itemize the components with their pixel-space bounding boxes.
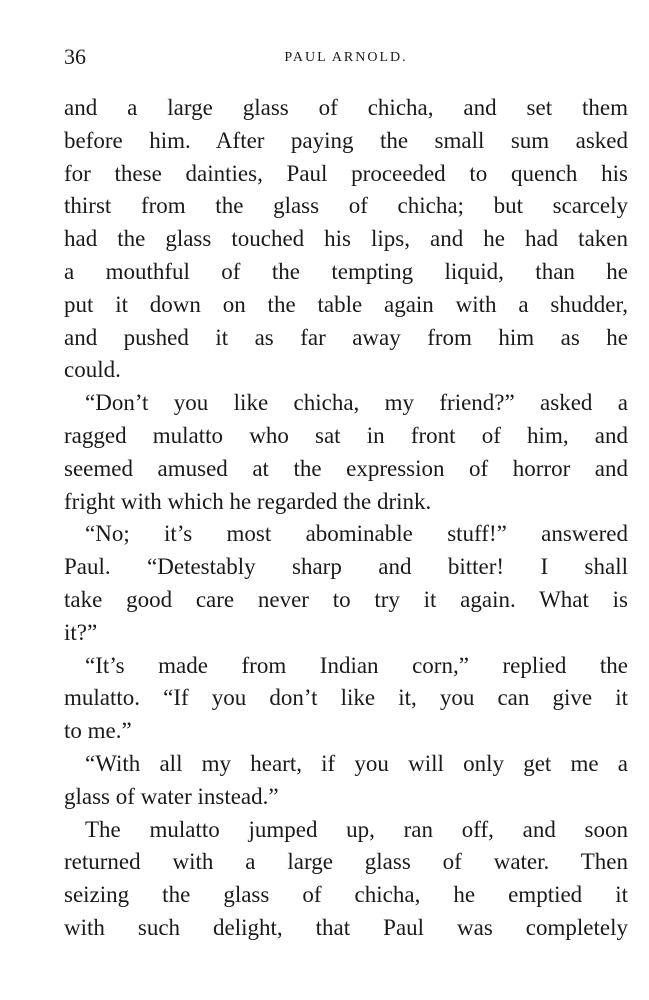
text-line: could. xyxy=(64,357,121,383)
text-line: seemed amused at the expression of horror and xyxy=(64,455,628,481)
text-line: “With all my heart, if you will only get me a xyxy=(85,750,628,776)
text-line: before him. After paying the small sum asked xyxy=(64,127,628,153)
text-line: it?” xyxy=(64,619,98,645)
text-line: take good care never to try it again. What is xyxy=(64,586,628,612)
text-line: The mulatto jumped up, ran off, and soon xyxy=(85,816,628,842)
text-line: seizing the glass of chicha, he emptied it xyxy=(64,882,628,908)
text-line: had the glass touched his lips, and he had taken xyxy=(64,226,628,252)
text-line: thirst from the glass of chicha; but scarcely xyxy=(64,193,628,219)
text-line: fright with which he regarded the drink. xyxy=(64,488,432,514)
text-line: with such delight, that Paul was completely xyxy=(64,914,628,940)
text-line: returned with a large glass of water. Then xyxy=(64,849,628,875)
text-line: ragged mulatto who sat in front of him, and xyxy=(64,422,628,448)
text-line: a mouthful of the tempting liquid, than he xyxy=(64,258,628,284)
running-head: PAUL ARNOLD. xyxy=(284,50,408,65)
page-header xyxy=(64,44,628,76)
text-line: to me.” xyxy=(64,718,132,744)
text-line: glass of water instead.” xyxy=(64,783,279,809)
text-line: “Don’t you like chicha, my friend?” asked a xyxy=(85,390,628,416)
page-number: 36 xyxy=(64,44,86,69)
text-line: “No; it’s most abominable stuff!” answered xyxy=(85,521,628,547)
text-line: Paul. “Detestably sharp and bitter! I shall xyxy=(64,554,628,580)
text-line: put it down on the table again with a shudder, xyxy=(64,291,628,317)
text-line: and a large glass of chicha, and set them xyxy=(64,95,628,120)
text-line: and pushed it as far away from him as he xyxy=(64,324,628,350)
body-text xyxy=(64,92,628,945)
text-line: for these dainties, Paul proceeded to quench his xyxy=(64,160,628,186)
text-line: mulatto. “If you don’t like it, you can give it xyxy=(64,685,628,711)
text-line: “It’s made from Indian corn,” replied the xyxy=(85,652,628,678)
